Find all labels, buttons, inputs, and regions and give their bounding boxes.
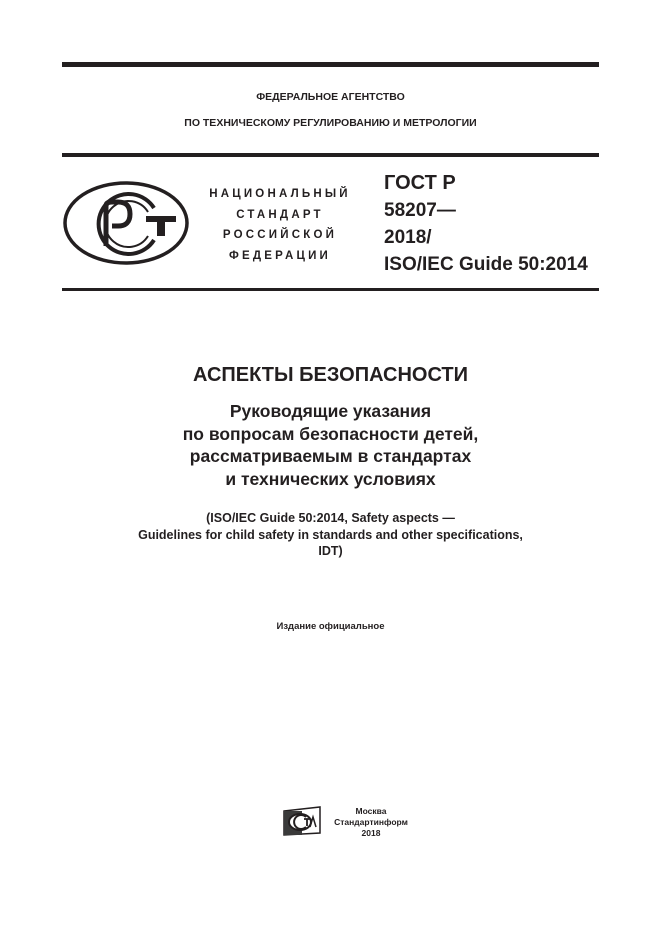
intl-line: IDT) [318,544,343,558]
national-standard-label [195,184,365,266]
rst-gost-emblem-icon [62,180,190,266]
standartinform-logo-icon [282,805,322,837]
subtitle-line: рассматриваемым в стандартах [189,446,472,466]
section-rule [62,288,599,291]
designation-line4: ISO/IEC Guide 50:2014 [384,254,588,275]
document-subtitle [62,400,599,490]
subtitle-line: и технических условиях [225,468,436,489]
designation-line1: ГОСТ Р [384,172,456,194]
designation-line3: 2018/ [384,227,432,248]
subtitle-line: Руководящие указания [229,401,432,421]
publisher-name: Стандартинформ [334,817,408,827]
subtitle-line: по вопросам безопасности детей, [182,423,479,444]
national-standard-line2: СТАНДАРТ [236,208,324,221]
agency-name-line1: ФЕДЕРАЛЬНОЕ АГЕНТСТВО [256,91,405,103]
international-reference [62,510,599,560]
intl-line: (ISO/IEC Guide 50:2014, Safety aspects — [206,511,455,525]
national-standard-line4: ФЕДЕРАЦИИ [228,249,332,262]
national-standard-line3: РОССИЙСКОЙ [222,229,338,241]
publisher-city: Москва [355,806,387,816]
agency-name-line2: ПО ТЕХНИЧЕСКОМУ РЕГУЛИРОВАНИЮ И МЕТРОЛОГИИ [184,117,477,129]
designation-line2: 58207— [384,200,456,221]
publisher-year: 2018 [361,828,381,838]
national-standard-line1: НАЦИОНАЛЬНЫЙ [209,188,351,200]
document-title: АСПЕКТЫ БЕЗОПАСНОСТИ [193,364,468,386]
edition-label: Издание официальное [276,621,385,632]
intl-line: Guidelines for child safety in standards and other specifications, [138,527,523,542]
top-rule [62,62,599,67]
standard-designation [384,170,588,278]
publisher-info [326,806,416,839]
header-rule [62,153,599,157]
